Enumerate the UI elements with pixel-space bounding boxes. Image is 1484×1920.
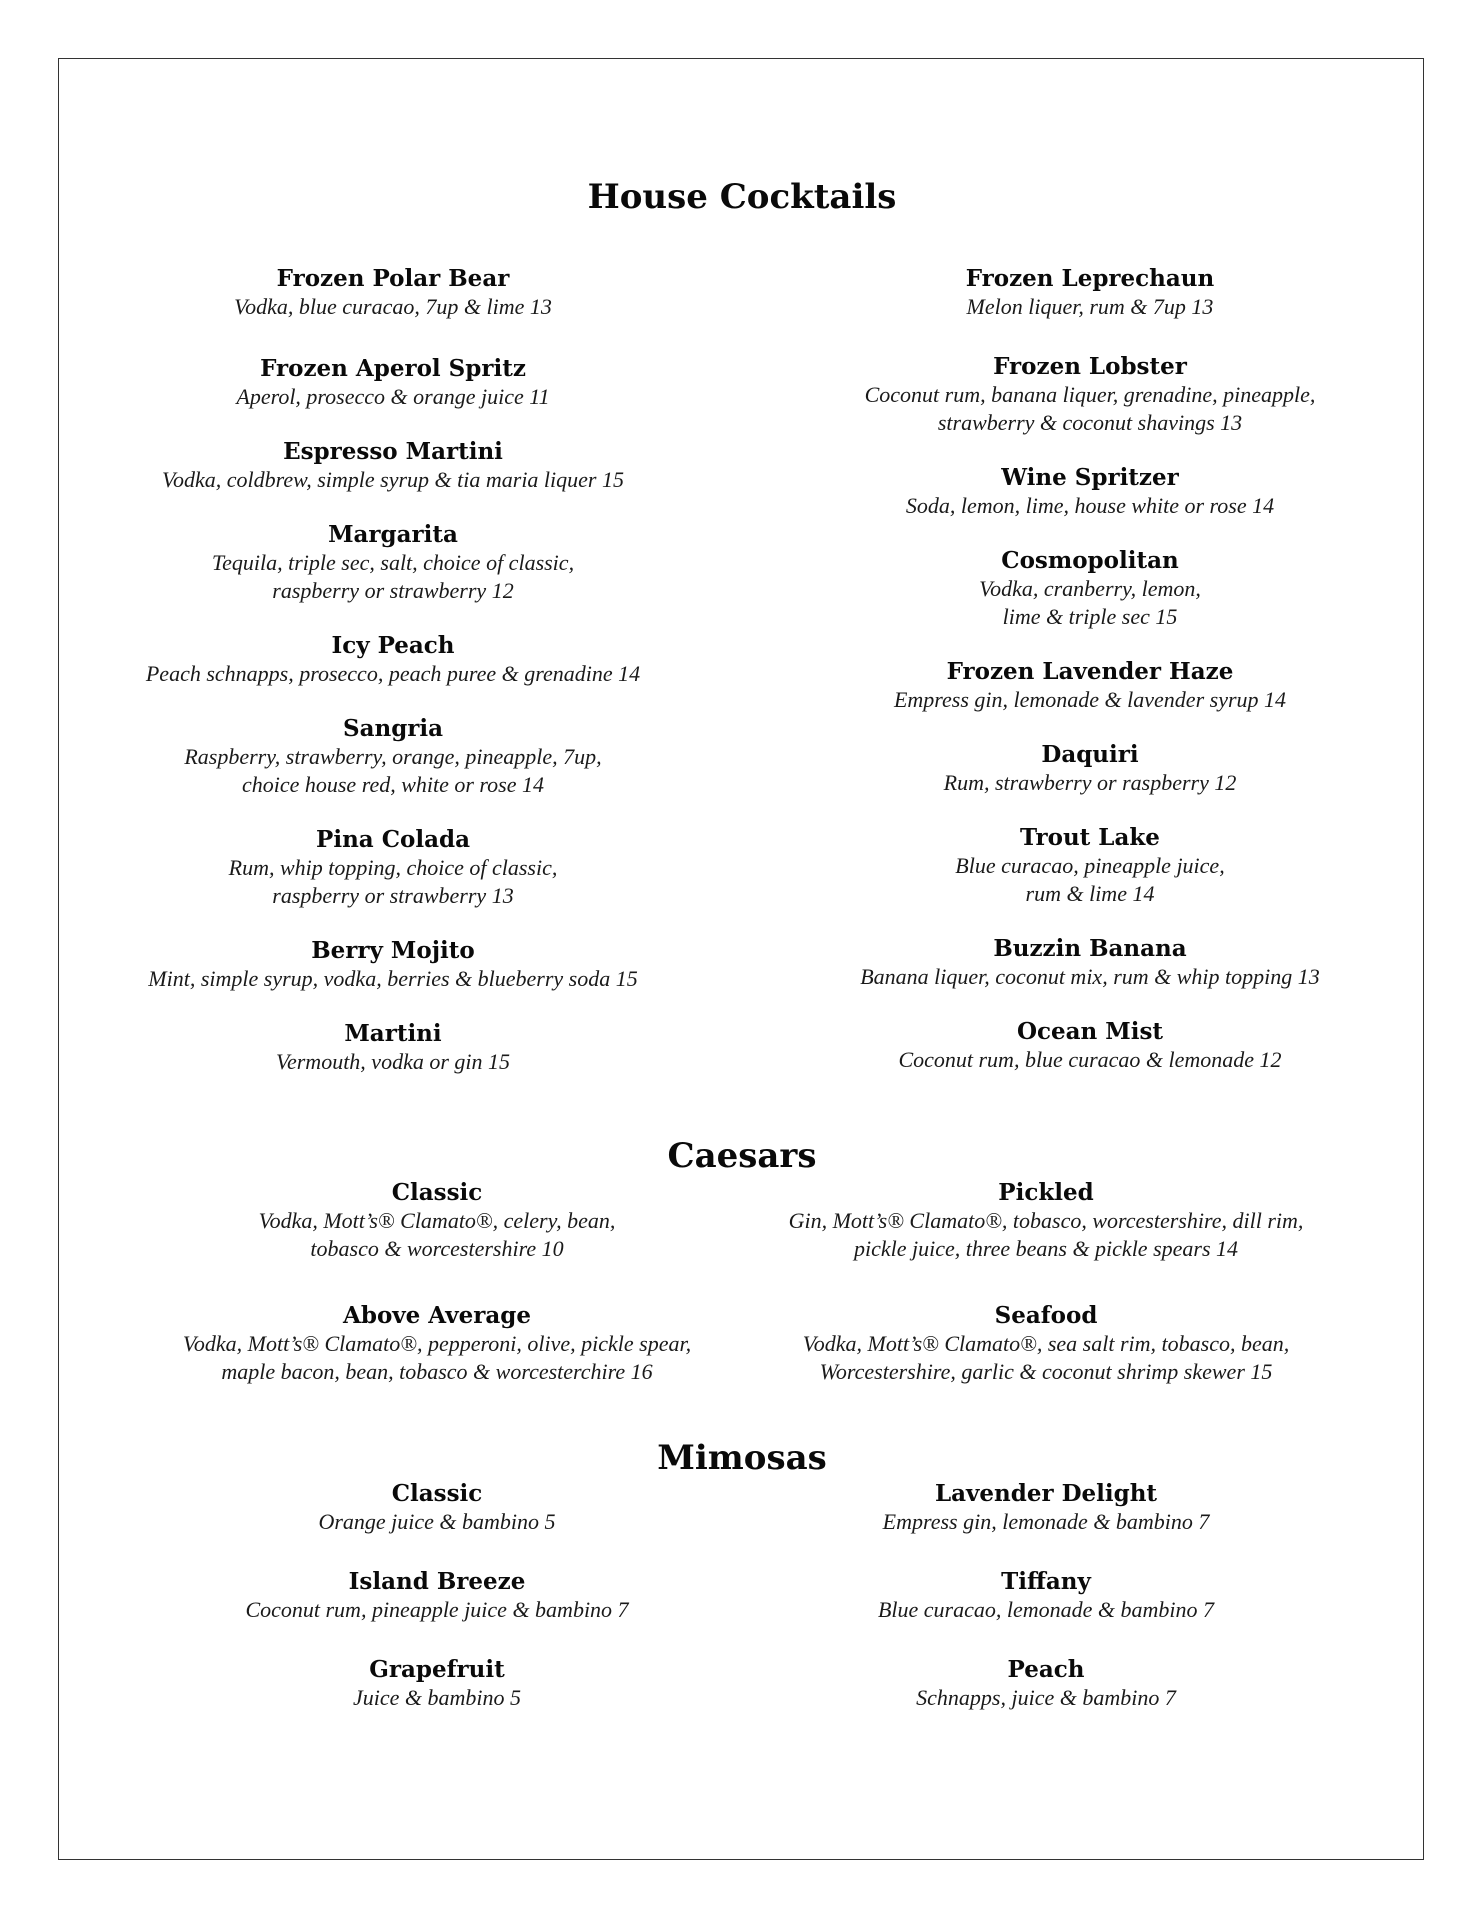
menu-item <box>746 1568 1346 1624</box>
house-cocktails-heading: House Cocktails <box>587 177 897 217</box>
menu-item <box>137 1656 737 1712</box>
item-description: Vodka, Mott’s® Clamato®, pepperoni, olive, pickle spear, <box>182 1331 692 1356</box>
menu-item <box>137 1179 737 1263</box>
item-description: Rum, whip topping, choice of classic, <box>228 855 558 880</box>
menu-item <box>93 265 693 321</box>
menu-item <box>93 1020 693 1076</box>
menu-item <box>137 1568 737 1624</box>
menu-item <box>93 355 693 411</box>
item-description: Rum, strawberry or raspberry 12 <box>943 770 1237 795</box>
menu-item <box>790 547 1390 631</box>
item-description: pickle juice, three beans & pickle spears 14 <box>853 1236 1239 1261</box>
menu-item <box>790 265 1390 321</box>
menu-item <box>93 937 693 993</box>
item-description: Juice & bambino 5 <box>352 1685 522 1710</box>
item-description: Orange juice & bambino 5 <box>318 1509 556 1534</box>
item-name: Frozen Lavender Haze <box>946 658 1234 685</box>
item-name: Frozen Lobster <box>993 353 1187 380</box>
item-name: Seafood <box>994 1302 1098 1329</box>
item-description: tobasco & worcestershire 10 <box>310 1236 564 1261</box>
item-description: Coconut rum, pineapple juice & bambino 7 <box>245 1597 629 1622</box>
item-description: rum & lime 14 <box>1025 881 1155 906</box>
item-name: Peach <box>1007 1656 1085 1683</box>
item-name: Lavender Delight <box>934 1480 1158 1507</box>
item-name: Cosmopolitan <box>1001 547 1179 574</box>
item-description: Schnapps, juice & bambino 7 <box>916 1685 1176 1710</box>
item-name: Pina Colada <box>316 826 470 853</box>
item-name: Daquiri <box>1041 741 1139 768</box>
item-description: Tequila, triple sec, salt, choice of classic, <box>211 550 575 575</box>
item-description: Melon liquer, rum & 7up 13 <box>966 294 1214 319</box>
menu-item <box>746 1656 1346 1712</box>
item-name: Sangria <box>342 715 444 742</box>
item-name: Pickled <box>998 1179 1094 1206</box>
item-description: Vodka, coldbrew, simple syrup & tia maria liquer 15 <box>162 467 624 492</box>
menu-item <box>790 464 1390 520</box>
menu-item <box>790 741 1390 797</box>
item-description: Peach schnapps, prosecco, peach puree & grenadine 14 <box>145 661 641 686</box>
item-description: Blue curacao, pineapple juice, <box>955 853 1225 878</box>
item-name: Grapefruit <box>369 1656 505 1683</box>
menu-item <box>746 1480 1346 1536</box>
menu-item <box>137 1302 737 1386</box>
caesars-heading: Caesars <box>667 1136 817 1176</box>
menu-item <box>93 632 693 688</box>
item-description: choice house red, white or rose 14 <box>241 772 545 797</box>
item-name: Margarita <box>328 521 458 548</box>
item-description: Vodka, blue curacao, 7up & lime 13 <box>234 294 552 319</box>
item-description: Banana liquer, coconut mix, rum & whip topping 13 <box>860 964 1320 989</box>
item-name: Espresso Martini <box>283 438 503 465</box>
item-description: strawberry & coconut shavings 13 <box>937 410 1243 435</box>
item-description: lime & triple sec 15 <box>1002 604 1178 629</box>
menu-item <box>137 1480 737 1536</box>
item-description: Worcestershire, garlic & coconut shrimp skewer 15 <box>819 1359 1273 1384</box>
item-name: Trout Lake <box>1020 824 1160 851</box>
menu-item <box>790 658 1390 714</box>
item-description: Blue curacao, lemonade & bambino 7 <box>877 1597 1215 1622</box>
menu-item <box>790 935 1390 991</box>
item-description: Vodka, Mott’s® Clamato®, celery, bean, <box>258 1208 616 1233</box>
item-description: raspberry or strawberry 12 <box>272 578 514 603</box>
menu-item <box>790 1018 1390 1074</box>
item-description: Vermouth, vodka or gin 15 <box>275 1049 511 1074</box>
item-name: Classic <box>391 1480 483 1507</box>
item-description: Vodka, Mott’s® Clamato®, sea salt rim, tobasco, bean, <box>802 1331 1290 1356</box>
menu-item <box>93 826 693 910</box>
item-name: Tiffany <box>1001 1568 1091 1595</box>
item-description: maple bacon, bean, tobasco & worcesterchire 16 <box>221 1359 653 1384</box>
item-name: Berry Mojito <box>311 937 475 964</box>
item-description: Coconut rum, blue curacao & lemonade 12 <box>898 1047 1282 1072</box>
item-name: Buzzin Banana <box>993 935 1187 962</box>
item-description: Gin, Mott’s® Clamato®, tobasco, worcestershire, dill rim, <box>788 1208 1304 1233</box>
item-name: Frozen Aperol Spritz <box>260 355 526 382</box>
item-description: Coconut rum, banana liquer, grenadine, pineapple, <box>864 382 1316 407</box>
menu-item <box>746 1179 1346 1263</box>
item-name: Frozen Leprechaun <box>965 265 1215 292</box>
item-description: Soda, lemon, lime, house white or rose 14 <box>905 493 1275 518</box>
item-name: Frozen Polar Bear <box>276 265 510 292</box>
menu-item <box>93 438 693 494</box>
menu-item <box>790 353 1390 437</box>
item-description: Vodka, cranberry, lemon, <box>979 576 1201 601</box>
item-description: Aperol, prosecco & orange juice 11 <box>236 384 550 409</box>
item-name: Icy Peach <box>331 632 455 659</box>
item-description: Raspberry, strawberry, orange, pineapple, 7up, <box>184 744 602 769</box>
menu-item <box>746 1302 1346 1386</box>
mimosas-heading: Mimosas <box>657 1438 827 1478</box>
item-name: Martini <box>344 1020 442 1047</box>
item-name: Island Breeze <box>348 1568 526 1595</box>
item-name: Wine Spritzer <box>1001 464 1179 491</box>
item-name: Ocean Mist <box>1016 1018 1164 1045</box>
item-description: Empress gin, lemonade & bambino 7 <box>882 1509 1210 1534</box>
item-name: Above Average <box>343 1302 531 1329</box>
menu-item <box>790 824 1390 908</box>
item-description: Mint, simple syrup, vodka, berries & blueberry soda 15 <box>148 966 638 991</box>
menu-item <box>93 521 693 605</box>
item-description: Empress gin, lemonade & lavender syrup 14 <box>893 687 1287 712</box>
menu-item <box>93 715 693 799</box>
item-name: Classic <box>391 1179 483 1206</box>
item-description: raspberry or strawberry 13 <box>272 883 514 908</box>
